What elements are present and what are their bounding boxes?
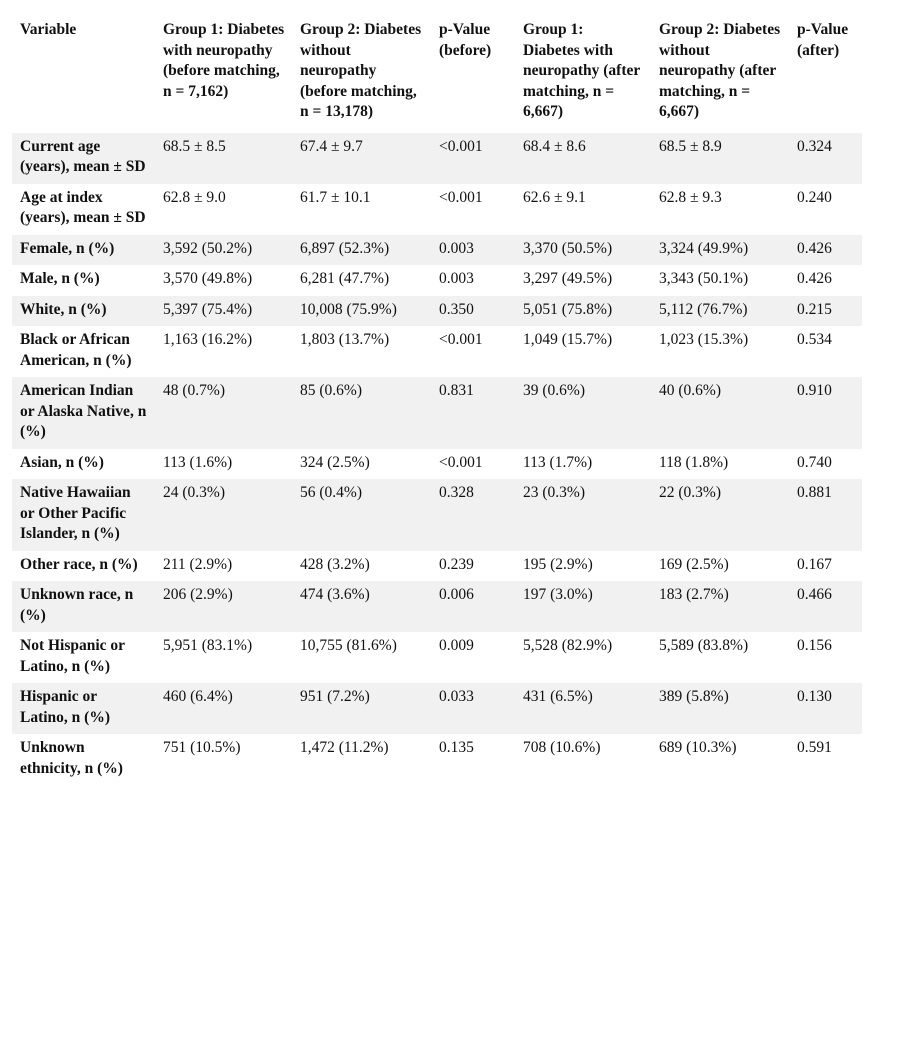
cell-group2-before: 324 (2.5%) [300, 453, 370, 471]
cell-pvalue-before: 0.009 [439, 637, 474, 654]
cell-group2-after: 389 (5.8%) [659, 688, 729, 705]
cell-group1-before: 62.8 ± 9.0 [163, 188, 226, 206]
cell-variable: Male, n (%) [20, 270, 100, 287]
header-pvalue-before: p-Value (before) [439, 21, 492, 59]
cell-group2-after: 1,023 (15.3%) [659, 331, 749, 348]
cell-pvalue-before: 0.831 [439, 382, 474, 399]
cell-variable: White, n (%) [20, 300, 107, 318]
cell-variable: Asian, n (%) [20, 453, 104, 471]
cell-group2-before: 10,755 (81.6%) [300, 637, 397, 654]
cell-group1-after: 5,528 (82.9%) [523, 637, 613, 654]
cell-variable: Unknown ethnicity, n (%) [20, 739, 123, 777]
cell-group2-after: 40 (0.6%) [659, 382, 721, 399]
cell-group1-before: 48 (0.7%) [163, 382, 225, 399]
cell-group1-before: 68.5 ± 8.5 [163, 137, 226, 155]
cell-pvalue-after: 0.240 [797, 188, 832, 206]
cell-group2-after: 22 (0.3%) [659, 484, 721, 501]
cell-group2-before: 1,803 (13.7%) [300, 331, 390, 348]
cell-variable: Hispanic or Latino, n (%) [20, 688, 110, 726]
cell-group1-after: 195 (2.9%) [523, 555, 593, 573]
cell-group2-before: 951 (7.2%) [300, 688, 370, 705]
cell-variable: Unknown race, n (%) [20, 586, 134, 624]
cell-pvalue-after: 0.130 [797, 688, 832, 705]
cell-variable: Native Hawaiian or Other Pacific Islander, n (%) [20, 484, 131, 542]
cell-pvalue-before: <0.001 [439, 453, 483, 471]
cell-pvalue-before: 0.135 [439, 739, 474, 756]
cell-pvalue-before: <0.001 [439, 331, 483, 348]
cell-group1-after: 113 (1.7%) [523, 453, 593, 471]
table-row [12, 265, 862, 296]
cell-pvalue-after: 0.881 [797, 484, 832, 501]
cell-pvalue-after: 0.534 [797, 331, 832, 348]
table-row [12, 235, 862, 266]
cell-group1-after: 3,297 (49.5%) [523, 270, 613, 287]
cell-variable: Female, n (%) [20, 239, 115, 257]
cell-variable: Current age (years), mean ± SD [20, 137, 146, 175]
cell-group1-before: 460 (6.4%) [163, 688, 233, 705]
cell-group1-after: 431 (6.5%) [523, 688, 593, 705]
cell-group2-before: 61.7 ± 10.1 [300, 188, 371, 206]
table-row [12, 184, 862, 235]
cell-group1-after: 68.4 ± 8.6 [523, 137, 586, 155]
cell-group1-after: 708 (10.6%) [523, 739, 601, 756]
cell-group2-after: 68.5 ± 8.9 [659, 137, 722, 155]
header-group1-after: Group 1: Diabetes with neuropathy (after matching, n = 6,667) [523, 21, 640, 120]
demographics-table [12, 16, 862, 785]
cell-group2-after: 118 (1.8%) [659, 453, 729, 471]
cell-group1-before: 3,592 (50.2%) [163, 239, 253, 257]
cell-group2-before: 85 (0.6%) [300, 382, 362, 399]
cell-pvalue-after: 0.426 [797, 270, 832, 287]
cell-group2-before: 6,281 (47.7%) [300, 270, 390, 287]
cell-pvalue-before: 0.003 [439, 270, 474, 287]
table-row [12, 581, 862, 632]
table-row [12, 551, 862, 582]
header-group2-before: Group 2: Diabetes without neuropathy (before matching, n = 13,178) [300, 21, 422, 120]
cell-group2-after: 689 (10.3%) [659, 739, 737, 756]
cell-group2-after: 3,324 (49.9%) [659, 239, 749, 257]
cell-pvalue-before: <0.001 [439, 188, 483, 206]
cell-group1-after: 3,370 (50.5%) [523, 239, 613, 257]
cell-pvalue-after: 0.426 [797, 239, 832, 257]
table-row [12, 479, 862, 551]
cell-pvalue-after: 0.466 [797, 586, 832, 603]
cell-pvalue-after: 0.215 [797, 300, 832, 318]
cell-group2-after: 62.8 ± 9.3 [659, 188, 722, 206]
cell-group2-before: 474 (3.6%) [300, 586, 370, 603]
cell-variable: Not Hispanic or Latino, n (%) [20, 637, 125, 675]
table-row [12, 133, 862, 184]
cell-group1-after: 5,051 (75.8%) [523, 300, 613, 318]
cell-group1-after: 23 (0.3%) [523, 484, 585, 501]
cell-pvalue-before: 0.033 [439, 688, 474, 705]
header-row [12, 16, 862, 133]
table-body [12, 133, 862, 786]
cell-group1-after: 39 (0.6%) [523, 382, 585, 399]
cell-group2-after: 5,589 (83.8%) [659, 637, 749, 654]
cell-pvalue-before: 0.006 [439, 586, 474, 603]
cell-group1-before: 3,570 (49.8%) [163, 270, 253, 287]
table-row [12, 632, 862, 683]
cell-variable: Age at index (years), mean ± SD [20, 188, 146, 226]
cell-group2-before: 56 (0.4%) [300, 484, 362, 501]
cell-pvalue-before: 0.328 [439, 484, 474, 501]
table-row [12, 296, 862, 327]
cell-group1-after: 62.6 ± 9.1 [523, 188, 586, 206]
cell-group2-before: 428 (3.2%) [300, 555, 370, 573]
header-group2-after: Group 2: Diabetes without neuropathy (after matching, n = 6,667) [659, 21, 781, 120]
cell-pvalue-after: 0.910 [797, 382, 832, 399]
cell-group2-before: 67.4 ± 9.7 [300, 137, 363, 155]
cell-pvalue-before: 0.350 [439, 300, 474, 318]
table-row [12, 683, 862, 734]
cell-group2-after: 183 (2.7%) [659, 586, 729, 603]
cell-group1-before: 1,163 (16.2%) [163, 331, 253, 348]
cell-pvalue-before: 0.239 [439, 555, 474, 573]
cell-pvalue-after: 0.740 [797, 453, 832, 471]
cell-pvalue-after: 0.591 [797, 739, 832, 756]
cell-group1-before: 24 (0.3%) [163, 484, 225, 501]
cell-group2-after: 169 (2.5%) [659, 555, 729, 573]
cell-group1-after: 197 (3.0%) [523, 586, 593, 603]
cell-group2-before: 1,472 (11.2%) [300, 739, 389, 756]
table-row [12, 377, 862, 449]
cell-group2-after: 3,343 (50.1%) [659, 270, 749, 287]
table-header [12, 16, 862, 133]
header-group1-before: Group 1: Diabetes with neuropathy (before matching, n = 7,162) [163, 21, 285, 100]
cell-group1-before: 206 (2.9%) [163, 586, 233, 603]
cell-pvalue-after: 0.167 [797, 555, 832, 573]
cell-pvalue-after: 0.324 [797, 137, 832, 155]
cell-group2-before: 10,008 (75.9%) [300, 300, 397, 318]
cell-group1-before: 751 (10.5%) [163, 739, 241, 756]
table-row [12, 734, 862, 785]
table-row [12, 449, 862, 480]
cell-pvalue-before: <0.001 [439, 137, 483, 155]
cell-group1-before: 5,397 (75.4%) [163, 300, 253, 318]
cell-variable: Black or African American, n (%) [20, 331, 132, 369]
cell-group2-before: 6,897 (52.3%) [300, 239, 390, 257]
header-pvalue-after: p-Value (after) [797, 21, 849, 59]
cell-variable: Other race, n (%) [20, 555, 138, 573]
cell-variable: American Indian or Alaska Native, n (%) [20, 382, 147, 440]
cell-pvalue-after: 0.156 [797, 637, 832, 654]
cell-group1-before: 5,951 (83.1%) [163, 637, 253, 654]
cell-group1-before: 211 (2.9%) [163, 555, 233, 573]
cell-pvalue-before: 0.003 [439, 239, 474, 257]
table-row [12, 326, 862, 377]
header-variable: Variable [20, 21, 77, 38]
cell-group1-after: 1,049 (15.7%) [523, 331, 613, 348]
cell-group1-before: 113 (1.6%) [163, 453, 233, 471]
cell-group2-after: 5,112 (76.7%) [659, 300, 748, 318]
